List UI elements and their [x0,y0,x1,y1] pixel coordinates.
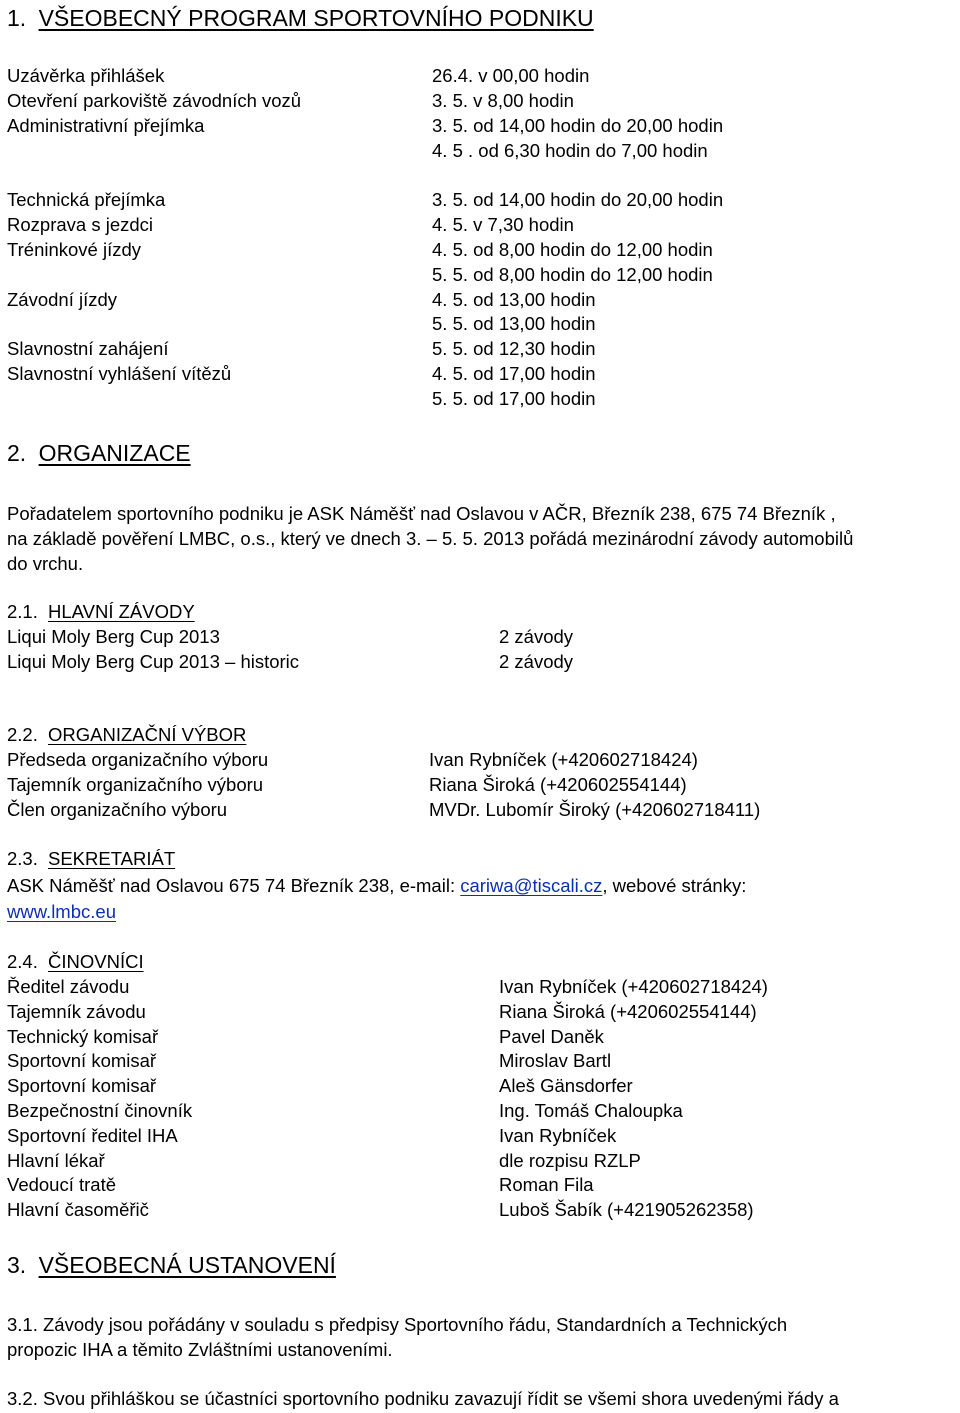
section-3-number: 3. [7,1252,27,1278]
section-3-heading [7,1250,336,1280]
officials-number: 2.4. [7,951,38,972]
races-heading [7,600,195,624]
official-row-value: dle rozpisu RZLP [499,1149,641,1171]
paragraph-3-1-line-1: 3.1. Závody jsou pořádány v souladu s předpisy Sportovního řádu, Standardních a Technických [7,1314,788,1335]
races-title: HLAVNÍ ZÁVODY [48,601,195,622]
intro-line-1: Pořadatelem sportovního podniku je ASK Náměšť nad Oslavou v AČR, Březník 238, 675 74 Březník , [7,503,836,524]
schedule-row-value: 5. 5. od 12,30 hodin [432,338,596,359]
schedule-row-value: 5. 5. od 13,00 hodin [432,313,596,334]
official-row-value: Miroslav Bartl [499,1050,612,1072]
section-1-number: 1. [7,5,27,31]
official-row-value: Ivan Rybníček (+420602718424) [499,976,768,997]
official-row-label: Tajemník závodu [7,1000,146,1022]
official-row-label: Sportovní ředitel IHA [7,1124,178,1146]
website-link[interactable]: www.lmbc.eu [7,901,116,922]
schedule-row-label: Slavnostní zahájení [7,338,169,359]
secretariat-heading [7,847,175,871]
race-row-label: Liqui Moly Berg Cup 2013 [7,626,220,647]
paragraph-3-2-line-1: 3.2. Svou přihláškou se účastníci sportovního podniku zavazují řídit se všemi shora uvedenými řády a [7,1388,839,1409]
schedule-row-value: 3. 5. v 8,00 hodin [432,90,574,111]
section-3-title: VŠEOBECNÁ USTANOVENÍ [38,1252,336,1278]
official-row-label: Hlavní časoměřič [7,1199,149,1221]
official-row-value: Roman Fila [499,1174,594,1196]
secretariat-line [7,874,746,898]
secretariat-web-label: , webové stránky: [602,875,747,896]
secretariat-number: 2.3. [7,848,38,869]
schedule-row-value: 5. 5. od 8,00 hodin do 12,00 hodin [432,264,713,285]
schedule-row-label: Uzávěrka přihlášek [7,65,165,86]
schedule-row-label: Závodní jízdy [7,289,118,310]
official-row-label: Bezpečnostní činovník [7,1100,193,1121]
schedule-row-label: Administrativní přejímka [7,115,205,136]
paragraph-3-1-line-2: propozic IHA a těmito Zvláštními ustanoveními. [7,1339,393,1360]
intro-line-3: do vrchu. [7,553,84,574]
schedule-row-value: 4. 5. od 17,00 hodin [432,363,596,384]
section-2-heading [7,438,191,468]
section-1-heading [7,3,594,33]
official-row-label: Hlavní lékař [7,1149,105,1171]
committee-row-value: Ivan Rybníček (+420602718424) [429,749,698,770]
official-row-value: Ivan Rybníček [499,1124,617,1146]
schedule-row-value: 4. 5 . od 6,30 hodin do 7,00 hodin [432,140,708,161]
secretariat-website-row [7,900,116,924]
schedule-row-label: Slavnostní vyhlášení vítězů [7,363,232,384]
section-1-title: VŠEOBECNÝ PROGRAM SPORTOVNÍHO PODNIKU [38,5,594,31]
races-number: 2.1. [7,601,38,622]
official-row-label: Sportovní komisař [7,1050,157,1072]
officials-title: ČINOVNÍCI [48,951,144,972]
schedule-row-value: 4. 5. v 7,30 hodin [432,214,574,235]
schedule-row-value: 3. 5. od 14,00 hodin do 20,00 hodin [432,189,724,210]
section-2-title: ORGANIZACE [38,440,191,466]
intro-line-2: na základě pověření LMBC, o.s., který ve dnech 3. – 5. 5. 2013 pořádá mezinárodní závody automobilů [7,528,854,549]
official-row-label: Sportovní komisař [7,1075,157,1097]
schedule-row-label: Rozprava s jezdci [7,214,154,235]
official-row-value: Riana Široká (+420602554144) [499,1000,757,1022]
committee-heading [7,723,246,747]
schedule-row-label: Tréninkové jízdy [7,239,142,260]
secretariat-address: ASK Náměšť nad Oslavou 675 74 Březník 238, e-mail: [7,875,461,896]
schedule-row-value: 4. 5. od 13,00 hodin [432,289,596,310]
officials-heading [7,950,144,974]
race-row-label: Liqui Moly Berg Cup 2013 – historic [7,651,300,672]
committee-row-label: Tajemník organizačního výboru [7,774,264,795]
committee-row-value: Riana Široká (+420602554144) [429,774,687,795]
official-row-value: Pavel Daněk [499,1025,604,1047]
secretariat-title: SEKRETARIÁT [48,848,176,869]
official-row-value: Luboš Šabík (+421905262358) [499,1199,754,1221]
committee-row-value: MVDr. Lubomír Široký (+420602718411) [429,799,761,820]
schedule-row-value: 3. 5. od 14,00 hodin do 20,00 hodin [432,115,724,136]
schedule-row-value: 5. 5. od 17,00 hodin [432,388,596,409]
section-2-number: 2. [7,440,27,466]
schedule-row-value: 4. 5. od 8,00 hodin do 12,00 hodin [432,239,713,260]
schedule-row-value: 26.4. v 00,00 hodin [432,65,590,86]
schedule-row-label: Otevření parkoviště závodních vozů [7,90,302,111]
committee-row-label: Člen organizačního výboru [7,799,228,820]
secretariat-email-link[interactable]: cariwa@tiscali.cz [460,875,603,896]
official-row-value: Aleš Gänsdorfer [499,1075,633,1097]
race-row-value: 2 závody [499,651,574,672]
schedule-row-label: Technická přejímka [7,189,166,210]
committee-number: 2.2. [7,724,38,745]
official-row-label: Technický komisař [7,1025,159,1047]
official-row-label: Ředitel závodu [7,976,130,997]
official-row-label: Vedoucí tratě [7,1174,117,1196]
official-row-value: Ing. Tomáš Chaloupka [499,1100,683,1121]
committee-row-label: Předseda organizačního výboru [7,749,269,770]
race-row-value: 2 závody [499,626,574,647]
committee-title: ORGANIZAČNÍ VÝBOR [48,724,247,745]
